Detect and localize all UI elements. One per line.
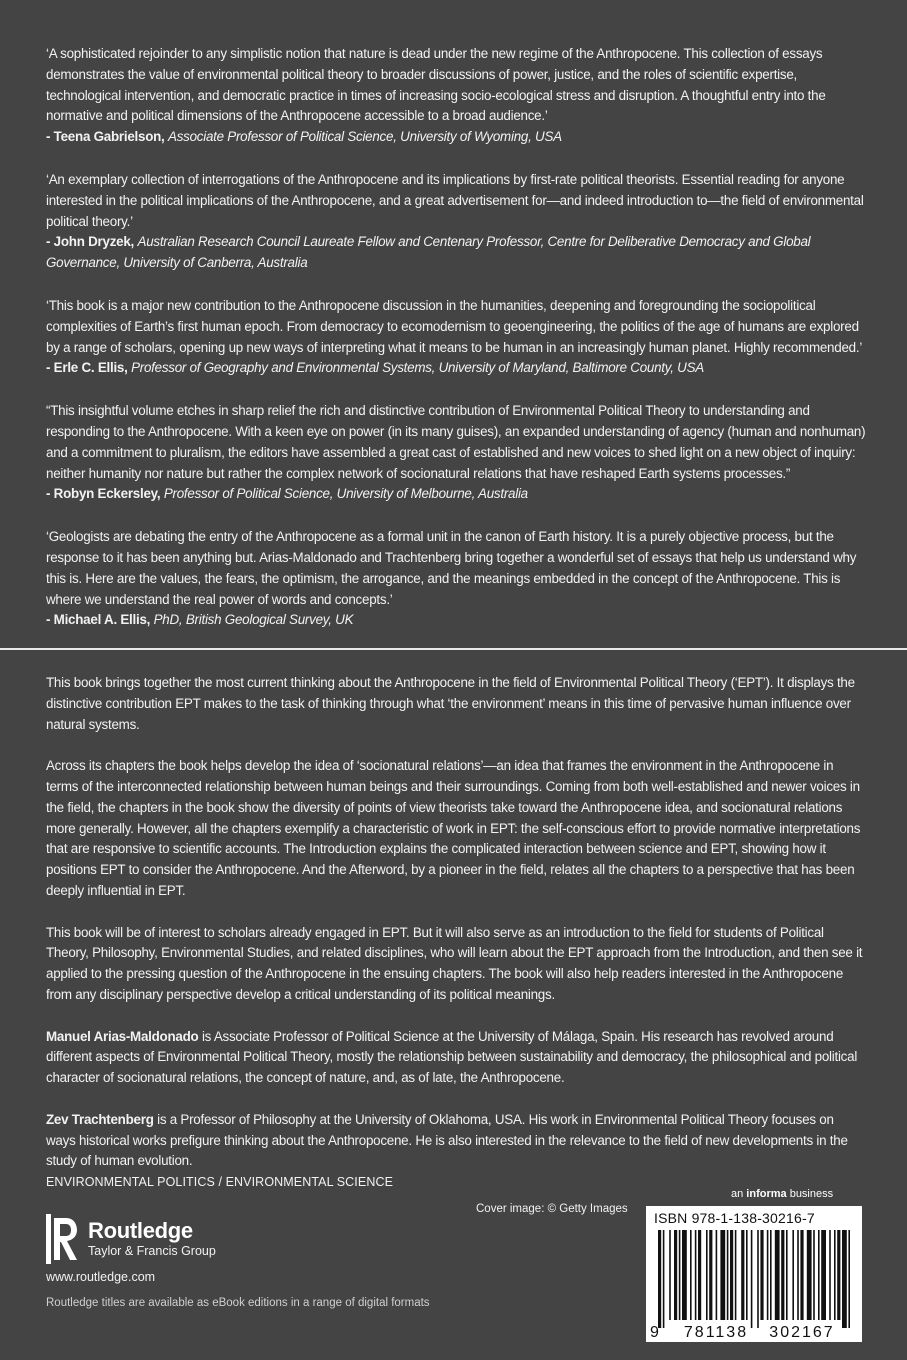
endorsements [46, 44, 866, 653]
barcode-bar [770, 1230, 772, 1320]
barcode-bar [786, 1230, 788, 1320]
barcode-bar [679, 1230, 681, 1320]
author-bio-2 [46, 1110, 866, 1172]
barcode-bar [775, 1230, 780, 1320]
barcode-bar [821, 1230, 826, 1320]
barcode-bar [848, 1230, 850, 1328]
informa-tagline: an informa business [731, 1188, 834, 1200]
endorsement-quote: ‘This book is a major new contribution to the Anthropocene discussion in the humanities, deepening and foregrounding the sociopolitical complexities of Earth’s first human epoch. From democracy to ecomodernism to geoengineering, the politics of the age of humans are explored by a range of scholars, opening up new ways of interpreting what it means to be human in an increasingly human planet. Highly recommended.’ [46, 297, 863, 355]
endorsement-2 [46, 170, 866, 274]
barcode-bar [800, 1230, 803, 1320]
barcode-bar [797, 1230, 799, 1320]
endorsement-3 [46, 296, 866, 379]
barcode-bar [746, 1230, 748, 1320]
barcode-bar [669, 1230, 671, 1320]
endorsement-affiliation: Professor of Political Science, University of Melbourne, Australia [163, 486, 528, 502]
barcode-bar [706, 1230, 708, 1320]
subject-category: ENVIRONMENTAL POLITICS / ENVIRONMENTAL SCIENCE [46, 1175, 394, 1189]
barcode-bar [658, 1230, 661, 1328]
barcode-bar [720, 1230, 725, 1320]
barcode-bar [716, 1230, 718, 1320]
routledge-logo-icon [46, 1214, 80, 1264]
barcode-bar [727, 1230, 729, 1320]
barcode-bar [767, 1230, 769, 1320]
author-name: Manuel Arias-Maldonado [46, 1028, 199, 1044]
endorsement-quote: ‘A sophisticated rejoinder to any simplistic notion that nature is dead under the new regime of the Anthropocene. This collection of essays demonstrates the value of environmental political theory to broader discussions of power, justice, and the roles of scientific expertise, technological intervention, and democratic practice in times of increasing socio-ecological stress and disruption. A thoughtful entry into the normative and political dimensions of the Anthropocene accessible to a broad audience.’ [46, 46, 826, 124]
book-description [46, 673, 866, 1193]
barcode-bar [751, 1230, 753, 1328]
description-paragraph-2: Across its chapters the book helps develop the idea of ‘socionatural relations’—an idea that frames the environment in the Anthropocene in terms of the interconnected relationship between human beings and their surroundings. Coming from both well-established and newer voices in the field, the chapters in the book show the diversity of points of view theorists take toward the Anthropocene idea, and socionatural relations more generally. However, all the chapters exemplify a characteristic of work in EPT: the self-conscious effort to provide normative interpretations that are responsive to scientific accounts. The Introduction explains the complicated interaction between science and EPT, showing how it positions EPT to consider the Anthropocene. And the Afterword, by a pioneer in the field, relates all the chapters to a perspective that has been deeply influential in EPT. [46, 758, 861, 898]
barcode-bar [834, 1230, 836, 1320]
barcode-bar [842, 1230, 847, 1328]
section-divider [0, 648, 907, 650]
endorsement-1 [46, 44, 866, 148]
barcode-bar [781, 1230, 784, 1320]
barcode-bar [807, 1230, 812, 1320]
endorsement-affiliation: Professor of Geography and Environmental Systems, University of Maryland, Baltimore County, USA [131, 360, 704, 376]
barcode-digits: 302167 [769, 1324, 835, 1341]
barcode-bar [829, 1230, 831, 1320]
barcode-bar [813, 1230, 815, 1320]
barcode-bar [735, 1230, 737, 1320]
author-bio-text: is a Professor of Philosophy at the University of Oklahoma, USA. His work in Environmental Political Theory focuses on ways historical works prefigure thinking about the Anthropocene. He is also interested in the relevance to the field of new developments in the study of human evolution. [46, 1111, 848, 1169]
barcode-bar [730, 1230, 733, 1320]
author-name: Zev Trachtenberg [46, 1111, 154, 1127]
barcode-bar [837, 1230, 840, 1320]
endorsement-author: - John Dryzek, [46, 234, 135, 250]
isbn-barcode [646, 1206, 862, 1342]
barcode-bar [682, 1230, 687, 1320]
barcode-bar [757, 1230, 759, 1328]
barcode-digits: 781138 [683, 1324, 749, 1341]
endorsement-4 [46, 401, 866, 505]
endorsement-author: - Michael A. Ellis, [46, 612, 151, 628]
barcode-bar [760, 1230, 763, 1320]
endorsement-author: - Teena Gabrielson, [46, 129, 165, 145]
barcode-bar [698, 1230, 701, 1320]
barcode-bar [695, 1230, 697, 1320]
endorsement-affiliation: Australian Research Council Laureate Fellow and Centenary Professor, Centre for Deliberative Democracy and Global Governance, University of Canberra, Australia [46, 234, 811, 271]
barcode-bar [674, 1230, 677, 1320]
barcode-digits: 9 [650, 1324, 661, 1341]
publisher-logo [46, 1214, 216, 1264]
endorsement-5 [46, 527, 866, 631]
ebook-note: Routledge titles are available as eBook editions in a range of digital formats [46, 1297, 430, 1309]
description-paragraph-1: This book brings together the most current thinking about the Anthropocene in the field of Environmental Political Theory (‘EPT’). It displays the distinctive contribution EPT makes to the task of thinking through what ‘the environment’ means in this time of pervasive human influence over natural systems. [46, 675, 855, 732]
endorsement-quote: “This insightful volume etches in sharp relief the rich and distinctive contribution of Environmental Political Theory to understanding and responding to the Anthropocene. With a keen eye on power (in its many guises), an expanded understanding of agency (human and nonhuman) and a commitment to pluralism, the editors have assembled a great cast of established and new voices to shed light on a new object of inquiry: neither humanity nor nature but rather the complex network of socionatural relations that have reshaped Earth systems processes.” [46, 403, 866, 481]
barcode-bar [663, 1230, 665, 1328]
description-paragraph-3: This book will be of interest to scholars already engaged in EPT. But it will also serve as an introduction to the field for students of Political Theory, Philosophy, Environmental Studies, and related disciplines, who will learn about the EPT approach from the Introduction, and then see it applied to the pressing question of the Anthropocene in the ensuing chapters. The book will also help readers interested in the Anthropocene from any disciplinary perspective develop a critical understanding of its political meanings. [46, 924, 863, 1002]
publisher-name: Routledge [88, 1218, 193, 1243]
author-bio-1 [46, 1027, 866, 1089]
cover-image-credit: Cover image: © Getty Images [476, 1203, 628, 1215]
endorsement-quote: ‘An exemplary collection of interrogations of the Anthropocene and its implications by first-rate political theorists. Essential reading for anyone interested in the political implications of the Anthropocene, and a great advertisement for—and indeed introduction to—the field of environmental political theory.’ [46, 171, 864, 229]
barcode-bar [792, 1230, 794, 1320]
barcode-bar [741, 1230, 744, 1320]
barcode-bar [818, 1230, 820, 1320]
barcode-bar [690, 1230, 692, 1320]
endorsement-quote: ‘Geologists are debating the entry of the Anthropocene as a formal unit in the canon of Earth history. It is a purely objective process, but the response to it has been anything but. Arias-Maldonado and Trachtenberg bring together a wonderful set of essays that help us understand why this is. Here are the values, the fears, the optimism, the arrogance, and the meanings embedded in the concept of the Anthropocene. This is where we understand the real power of words and concepts.’ [46, 529, 857, 607]
publisher-group: Taylor & Francis Group [88, 1244, 216, 1258]
endorsement-affiliation: Associate Professor of Political Science, University of Wyoming, USA [168, 129, 562, 145]
barcode-icon [646, 1206, 862, 1342]
informa-brand: informa [746, 1188, 787, 1200]
barcode-bar [709, 1230, 712, 1320]
endorsement-author: - Erle C. Ellis, [46, 360, 128, 376]
isbn-number: ISBN 978-1-138-30216-7 [654, 1210, 815, 1226]
endorsement-author: - Robyn Eckersley, [46, 486, 161, 502]
endorsement-affiliation: PhD, British Geological Survey, UK [153, 612, 354, 628]
author-bio-text: is Associate Professor of Political Science at the University of Málaga, Spain. His research has revolved around different aspects of Environmental Political Theory, mostly the relationship between sustainability and democracy, the philosophical and political character of socionatural relations, the concept of nature, and, as of late, the Anthropocene. [46, 1028, 858, 1086]
publisher-website[interactable]: www.routledge.com [46, 1270, 156, 1284]
